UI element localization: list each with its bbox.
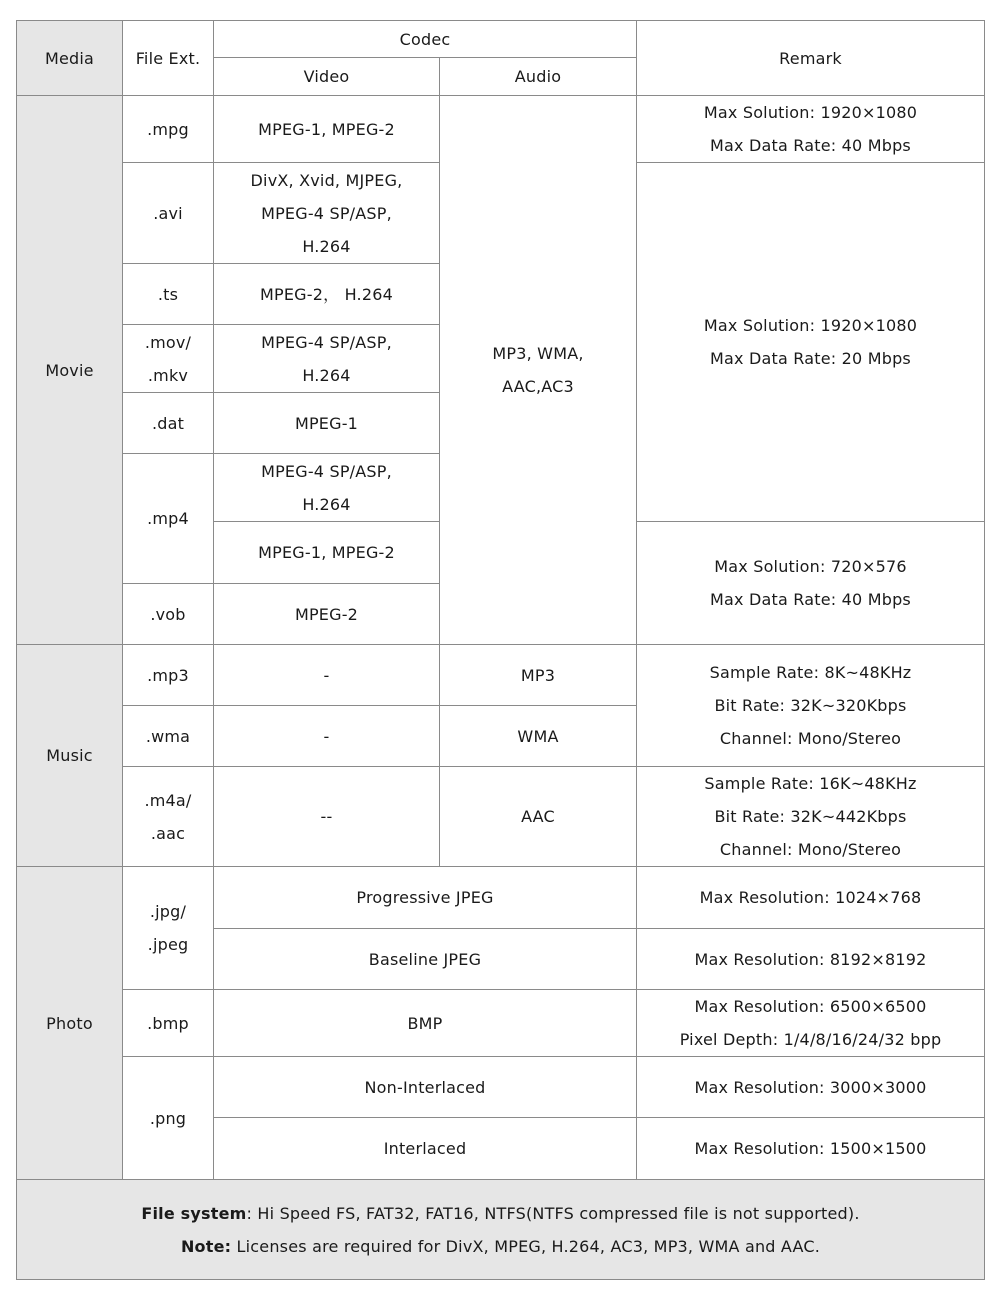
codec-cell: Non-Interlaced xyxy=(214,1057,637,1118)
file-ext-cell: .mp4 xyxy=(123,454,214,584)
media-music: Music xyxy=(17,645,123,867)
remark-cell: Max Solution: 720×576 Max Data Rate: 40 Mbps xyxy=(637,522,985,645)
header-remark: Remark xyxy=(637,21,985,96)
codec-cell: Interlaced xyxy=(214,1118,637,1180)
codec-cell: Baseline JPEG xyxy=(214,929,637,990)
audio-codec-cell: AAC xyxy=(440,767,637,867)
movie-audio-codec: MP3, WMA, AAC,AC3 xyxy=(440,96,637,645)
footer-row xyxy=(17,1180,985,1280)
file-ext-cell: .mpg xyxy=(123,96,214,163)
header-audio: Audio xyxy=(440,58,637,96)
audio-codec-cell: MP3 xyxy=(440,645,637,706)
file-ext-cell: .m4a/ .aac xyxy=(123,767,214,867)
audio-codec-cell: WMA xyxy=(440,706,637,767)
header-file-ext: File Ext. xyxy=(123,21,214,96)
header-codec: Codec xyxy=(214,21,637,58)
file-ext-cell: .png xyxy=(123,1057,214,1180)
remark-cell: Max Resolution: 3000×3000 xyxy=(637,1057,985,1118)
video-codec-cell: DivX, Xvid, MJPEG, MPEG-4 SP/ASP, H.264 xyxy=(214,163,440,264)
media-movie: Movie xyxy=(17,96,123,645)
file-ext-cell: .bmp xyxy=(123,990,214,1057)
table-row xyxy=(17,645,985,706)
file-ext-cell: .mp3 xyxy=(123,645,214,706)
file-ext-cell: .vob xyxy=(123,584,214,645)
table-row xyxy=(17,990,985,1057)
table-row xyxy=(17,1057,985,1118)
video-codec-cell: MPEG-4 SP/ASP, H.264 xyxy=(214,325,440,393)
table-row xyxy=(17,867,985,929)
remark-cell: Sample Rate: 8K~48KHz Bit Rate: 32K~320Kbps Channel: Mono/Stereo xyxy=(637,645,985,767)
file-system-note: File system: Hi Speed FS, FAT32, FAT16, NTFS(NTFS compressed file is not supported). xyxy=(141,1203,860,1223)
remark-cell: Max Resolution: 6500×6500 Pixel Depth: 1/4/8/16/24/32 bpp xyxy=(637,990,985,1057)
footer-notes xyxy=(17,1180,985,1280)
file-ext-cell: .ts xyxy=(123,264,214,325)
video-codec-cell: -- xyxy=(214,767,440,867)
video-codec-cell: MPEG-4 SP/ASP, H.264 xyxy=(214,454,440,522)
spec-sheet xyxy=(16,20,984,1282)
remark-cell: Max Resolution: 8192×8192 xyxy=(637,929,985,990)
remark-cell: Max Resolution: 1024×768 xyxy=(637,867,985,929)
file-ext-cell: .wma xyxy=(123,706,214,767)
header-media: Media xyxy=(17,21,123,96)
file-ext-cell: .jpg/ .jpeg xyxy=(123,867,214,990)
media-format-table xyxy=(16,20,985,1280)
header-row xyxy=(17,21,985,58)
video-codec-cell: MPEG-2 xyxy=(214,584,440,645)
remark-cell: Sample Rate: 16K~48KHz Bit Rate: 32K~442Kbps Channel: Mono/Stereo xyxy=(637,767,985,867)
license-note: Note: Licenses are required for DivX, MPEG, H.264, AC3, MP3, WMA and AAC. xyxy=(180,1236,821,1256)
table-row xyxy=(17,767,985,867)
remark-cell: Max Resolution: 1500×1500 xyxy=(637,1118,985,1180)
video-codec-cell: MPEG-1 xyxy=(214,393,440,454)
remark-cell: Max Solution: 1920×1080 Max Data Rate: 20 Mbps xyxy=(637,163,985,522)
header-video: Video xyxy=(214,58,440,96)
codec-cell: Progressive JPEG xyxy=(214,867,637,929)
media-photo: Photo xyxy=(17,867,123,1180)
codec-cell: BMP xyxy=(214,990,637,1057)
video-codec-cell: MPEG-2， H.264 xyxy=(214,264,440,325)
remark-cell: Max Solution: 1920×1080 Max Data Rate: 40 Mbps xyxy=(637,96,985,163)
video-codec-cell: - xyxy=(214,645,440,706)
file-ext-cell: .mov/ .mkv xyxy=(123,325,214,393)
video-codec-cell: MPEG-1, MPEG-2 xyxy=(214,522,440,584)
video-codec-cell: MPEG-1, MPEG-2 xyxy=(214,96,440,163)
table-row xyxy=(17,96,985,163)
file-ext-cell: .dat xyxy=(123,393,214,454)
file-ext-cell: .avi xyxy=(123,163,214,264)
video-codec-cell: - xyxy=(214,706,440,767)
